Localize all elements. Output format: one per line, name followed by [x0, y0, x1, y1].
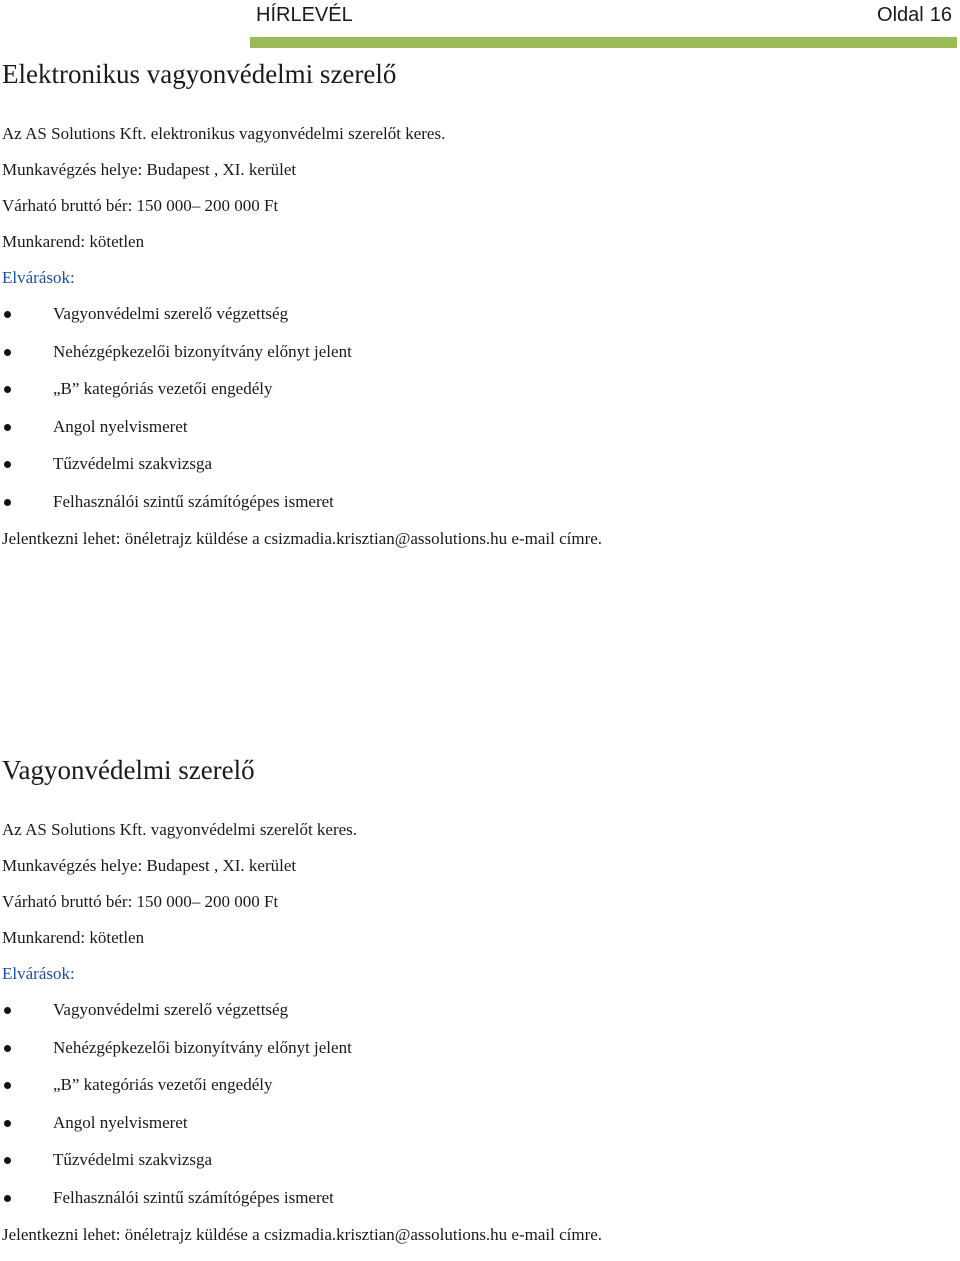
bullet-icon [4, 386, 11, 393]
list-item [0, 342, 960, 380]
bullet-icon [4, 1082, 11, 1089]
list-item [0, 1150, 960, 1188]
job-schedule: Munkarend: kötetlen [2, 232, 145, 251]
requirement-text: Angol nyelvismeret [53, 1112, 188, 1132]
header-accent-bar [250, 37, 957, 48]
requirement-text: Felhasználói szintű számítógépes ismeret [53, 1187, 334, 1207]
job-location: Munkavégzés helye: Budapest , XI. kerület [2, 160, 297, 179]
page-header [0, 0, 960, 50]
list-item [0, 304, 960, 342]
bullet-icon [4, 1045, 11, 1052]
job-salary: Várható bruttó bér: 150 000– 200 000 Ft [2, 892, 279, 911]
list-item [0, 454, 960, 492]
bullet-icon [4, 1157, 11, 1164]
bullet-icon [4, 499, 11, 506]
job-title: Vagyonvédelmi szerelő [2, 755, 255, 785]
job-intro: Az AS Solutions Kft. vagyonvédelmi szerelőt keres. [2, 820, 358, 839]
requirement-text: „B” kategóriás vezetői engedély [53, 379, 273, 398]
job-intro: Az AS Solutions Kft. elektronikus vagyonvédelmi szerelőt keres. [2, 124, 446, 143]
requirement-text: Nehézgépkezelői bizonyítvány előnyt jelent [53, 341, 352, 361]
page-word: Oldal [877, 4, 924, 26]
bullet-icon [4, 1195, 11, 1202]
list-item [0, 1075, 960, 1113]
job-posting-1 [0, 54, 960, 565]
bullet-icon [4, 424, 11, 431]
job-posting-2 [0, 750, 960, 1261]
requirements-list [0, 1000, 960, 1225]
job-contact: Jelentkezni lehet: önéletrajz küldése a csizmadia.krisztian@assolutions.hu e-mail címre. [2, 529, 603, 548]
job-body [0, 124, 960, 565]
job-title: Elektronikus vagyonvédelmi szerelő [2, 59, 397, 89]
bullet-icon [4, 349, 11, 356]
requirement-text: Vagyonvédelmi szerelő végzettség [53, 304, 289, 323]
job-schedule: Munkarend: kötetlen [2, 928, 145, 947]
job-salary: Várható bruttó bér: 150 000– 200 000 Ft [2, 196, 279, 215]
requirement-text: „B” kategóriás vezetői engedély [53, 1075, 273, 1094]
job-contact: Jelentkezni lehet: önéletrajz küldése a csizmadia.krisztian@assolutions.hu e-mail címre. [2, 1225, 603, 1244]
job-body [0, 820, 960, 1261]
list-item [0, 1188, 960, 1226]
job-location: Munkavégzés helye: Budapest , XI. kerület [2, 856, 297, 875]
list-item [0, 379, 960, 417]
bullet-icon [4, 461, 11, 468]
requirement-text: Nehézgépkezelői bizonyítvány előnyt jelent [53, 1037, 352, 1057]
requirements-heading: Elvárások: [2, 268, 75, 287]
list-item [0, 1113, 960, 1151]
list-item [0, 492, 960, 530]
requirement-text: Felhasználói szintű számítógépes ismeret [53, 491, 334, 511]
requirements-list [0, 304, 960, 529]
page-number: 16 [929, 4, 952, 26]
requirements-heading: Elvárások: [2, 964, 75, 983]
requirement-text: Tűzvédelmi szakvizsga [53, 454, 213, 473]
requirement-text: Tűzvédelmi szakvizsga [53, 1150, 213, 1169]
list-item [0, 1038, 960, 1076]
requirement-text: Angol nyelvismeret [53, 416, 188, 436]
list-item [0, 1000, 960, 1038]
list-item [0, 417, 960, 455]
bullet-icon [4, 1120, 11, 1127]
newsletter-label: HÍRLEVÉL [256, 4, 353, 26]
page-indicator [877, 4, 952, 27]
requirement-text: Vagyonvédelmi szerelő végzettség [53, 1000, 289, 1019]
bullet-icon [4, 311, 11, 318]
bullet-icon [4, 1007, 11, 1014]
